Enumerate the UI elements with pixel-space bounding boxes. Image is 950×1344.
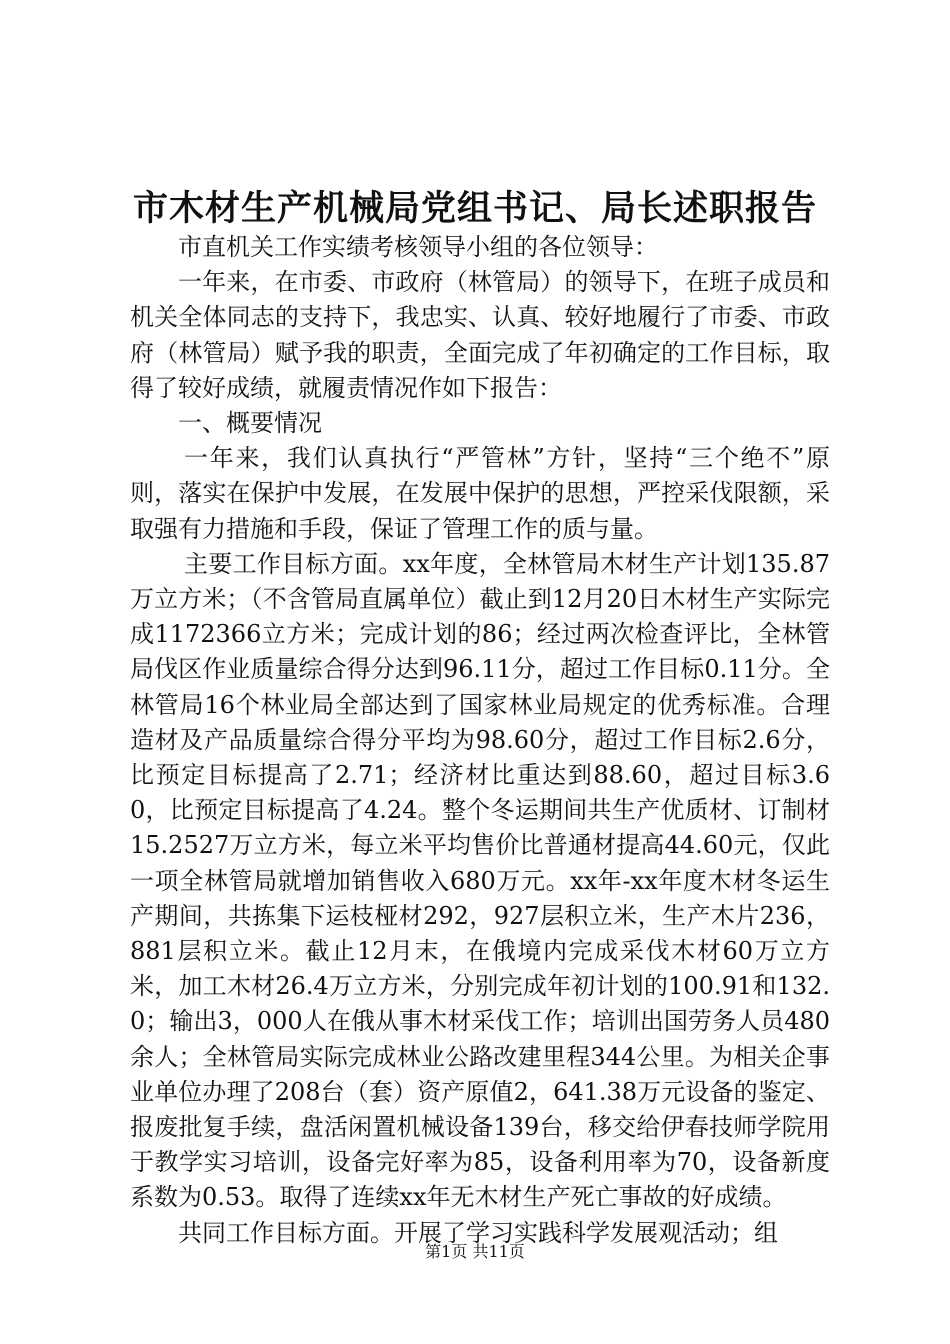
overview-paragraph: 一年来，我们认真执行“严管林”方针，坚持“三个绝不”原则，落实在保护中发展，在发展中保护的思想，严控采伐限额，采取强有力措施和手段，保证了管理工作的质与量。 [130, 444, 830, 543]
document-title: 市木材生产机械局党组书记、局长述职报告 [132, 188, 817, 229]
section-heading: 一、概要情况 [178, 409, 322, 438]
intro-paragraph: 一年来，在市委、市政府（林管局）的领导下，在班子成员和机关全体同志的支持下，我忠实、认真、较好地履行了市委、市政府（林管局）赋予我的职责，全面完成了年初确定的工作目标，取得了较好成绩，就履责情况作如下报告： [130, 268, 830, 402]
salutation-paragraph: 市直机关工作实绩考核领导小组的各位领导： [178, 233, 658, 261]
main-goals-paragraph: 主要工作目标方面。xx年度，全林管局木材生产计划135.87万立方米；（不含管局直属单位）截止到12月20日木材生产实际完成1172366立方米；完成计划的86；经过两次检查评比，全林管局伐区作业质量综合得分达到96.11分，超过工作目标0.11分。全林管局16个林业局全部达到了国家林业局规定的优秀标准。合理造材及产品质量综合得分平均为98.60分，超过工作目标2.6分，比预定目标提高了2.71；经济材比重达到88.60，超过目标3.60，比预定目标提高了4.24。整个冬运期间共生产优质材、订制材15.2527万立方米，每立米平均售价比普通材提高44.60元，仅此一项全林管局就增加销售收入680万元。xx年-xx年度木材冬运生产期间，共拣集下运枝桠材292，927层积立米，生产木片236，881层积立米。截止12月末，在俄境内完成采伐木材60万立方米，加工木材26.4万立方米，分别完成年初计划的100.91和132.0；输出3，000人在俄从事木材采伐工作；培训出国劳务人员480余人；全林管局实际完成林业公路改建里程344公里。为相关企事业单位办理了208台（套）资产原值2，641.38万元设备的鉴定、报废批复手续，盘活闲置机械设备139台，移交给伊春技师学院用于教学实习培训，设备完好率为85，设备利用率为70，设备新度系数为0.53。取得了连续xx年无木材生产死亡事故的好成绩。 [130, 549, 830, 1212]
document-body [130, 230, 830, 1251]
page-footer: 第1页 共11页 [425, 1242, 525, 1261]
common-goals-paragraph: 共同工作目标方面。开展了学习实践科学发展观活动；组 [178, 1218, 778, 1247]
